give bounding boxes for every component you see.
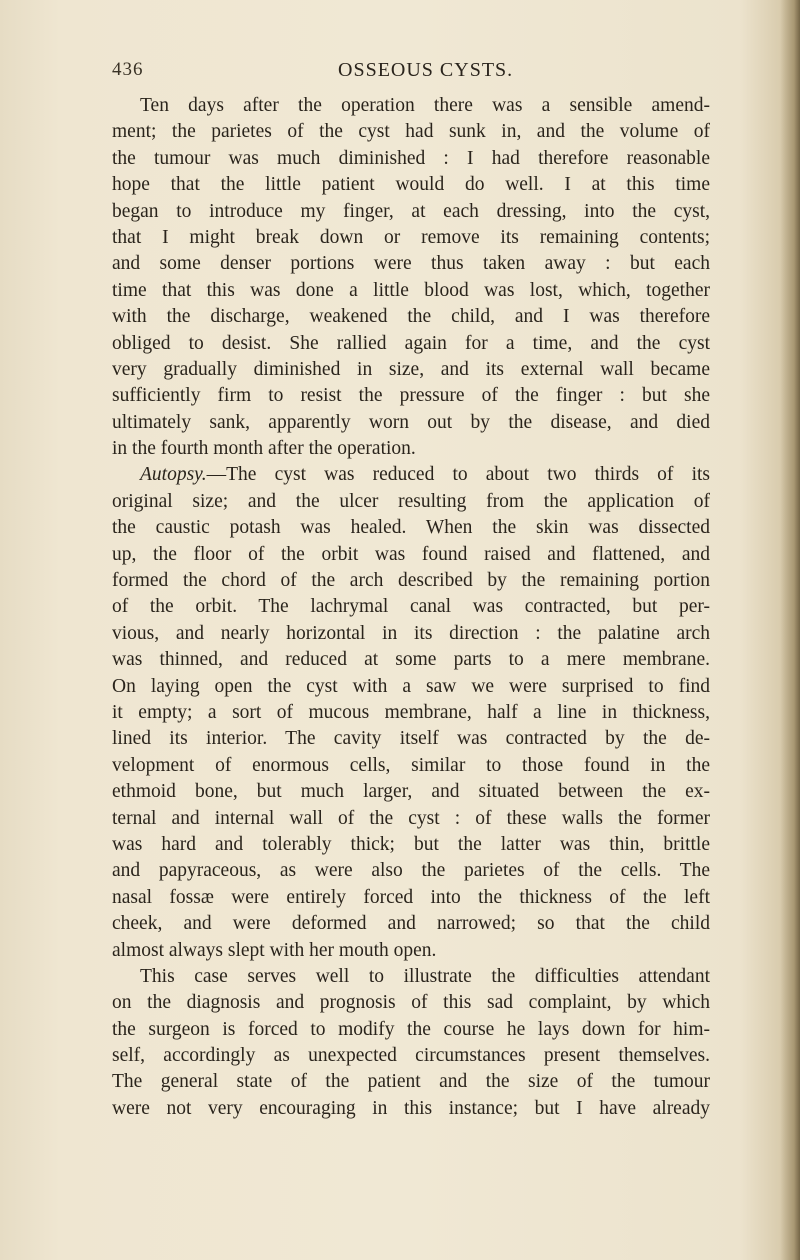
text-line: was hard and tolerably thick; but the latter was thin, brittle — [112, 833, 710, 855]
text-line: formed the chord of the arch described by the remaining portion — [112, 570, 710, 592]
running-head: OSSEOUS CYSTS. — [338, 59, 514, 81]
text-line: ternal and internal wall of the cyst : of these walls the former — [112, 807, 710, 829]
text-line: the caustic potash was healed. When the skin was dissected — [112, 517, 710, 539]
text-fragment: —The cyst was reduced to about two thirds of its — [206, 464, 710, 486]
text-line: The general state of the patient and the size of the tumour — [112, 1071, 710, 1093]
page-number: 436 — [112, 59, 144, 80]
text-line: cheek, and were deformed and narrowed; so that the child — [112, 913, 710, 935]
text-line: time that this was done a little blood was lost, which, together — [112, 279, 710, 301]
text-line: vious, and nearly horizontal in its direction : the palatine arch — [112, 622, 710, 644]
text-line: sufficiently firm to resist the pressure of the finger : but she — [112, 385, 710, 407]
text-line: obliged to desist. She rallied again for a time, and the cyst — [112, 332, 710, 354]
text-line: the tumour was much diminished : I had therefore reasonable — [112, 147, 710, 169]
text-line: up, the floor of the orbit was found raised and flattened, and — [112, 543, 710, 565]
text-line: was thinned, and reduced at some parts to a mere membrane. — [112, 649, 710, 671]
text-line: self, accordingly as unexpected circumstances present themselves. — [112, 1045, 710, 1067]
text-line: ethmoid bone, but much larger, and situated between the ex- — [112, 781, 710, 803]
text-line: lined its interior. The cavity itself was contracted by the de- — [112, 728, 710, 750]
text-line: in the fourth month after the operation. — [112, 438, 416, 460]
text-line: and some denser portions were thus taken away : but each — [112, 253, 710, 275]
text-line: almost always slept with her mouth open. — [112, 939, 437, 961]
page-header — [0, 55, 800, 85]
autopsy-heading: Autopsy. — [140, 464, 207, 486]
text-line: hope that the little patient would do well. I at this time — [112, 174, 710, 196]
text-line: of the orbit. The lachrymal canal was contracted, but per- — [112, 596, 710, 618]
text-line: original size; and the ulcer resulting from the application of — [112, 490, 710, 512]
text-line: were not very encouraging in this instance; but I have already — [112, 1097, 710, 1119]
page-edge-shadow — [780, 0, 800, 1260]
text-line: ment; the parietes of the cyst had sunk in, and the volume of — [112, 121, 710, 143]
text-line: nasal fossæ were entirely forced into the thickness of the left — [112, 886, 710, 908]
text-line: This case serves well to illustrate the difficulties attendant — [140, 965, 710, 987]
text-line: with the discharge, weakened the child, and I was therefore — [112, 306, 710, 328]
text-line: very gradually diminished in size, and its external wall became — [112, 358, 710, 380]
text-line: and papyraceous, as were also the parietes of the cells. The — [112, 860, 710, 882]
text-line: Ten days after the operation there was a sensible amend- — [140, 95, 710, 116]
text-line: on the diagnosis and prognosis of this sad complaint, by which — [112, 992, 710, 1014]
text-line: that I might break down or remove its remaining contents; — [112, 226, 710, 248]
text-line-autopsy — [112, 462, 710, 488]
text-line: ultimately sank, apparently worn out by the disease, and died — [112, 411, 710, 433]
text-line: On laying open the cyst with a saw we were surprised to find — [112, 675, 710, 697]
body-text — [112, 93, 710, 1122]
text-line: began to introduce my finger, at each dressing, into the cyst, — [112, 200, 710, 222]
text-line: the surgeon is forced to modify the course he lays down for him- — [112, 1018, 710, 1040]
text-line: it empty; a sort of mucous membrane, half a line in thickness, — [112, 701, 710, 723]
text-line: velopment of enormous cells, similar to those found in the — [112, 754, 710, 776]
